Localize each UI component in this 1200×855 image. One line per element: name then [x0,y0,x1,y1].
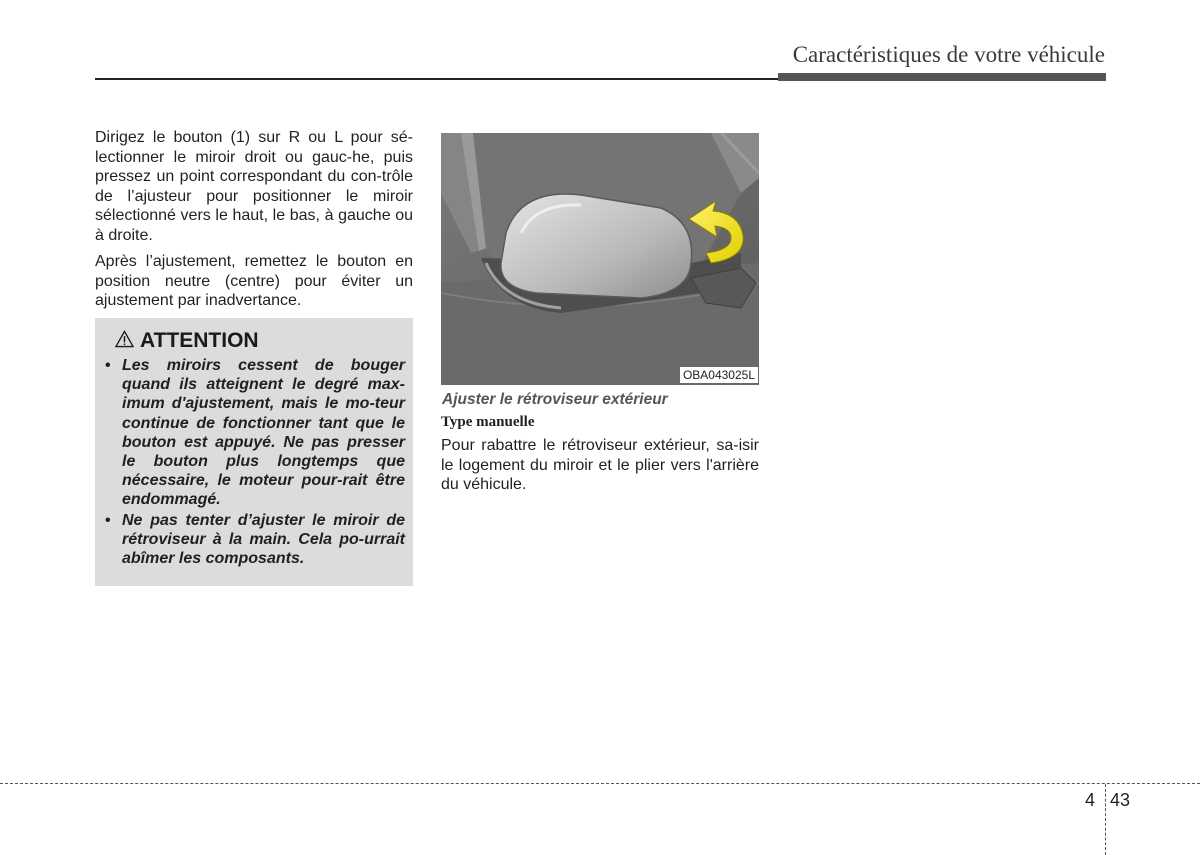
header-rule [95,78,785,80]
attention-item-text: Les miroirs cessent de bouger quand ils atteignent le degré max-imum d'ajustement, mais le mo-teur continue de fonctionner tant que le bouton est appuyé. Ne pas presser le bouton plus longtemps que nécessaire, le moteur pour-rait être endommagé. [122,357,405,509]
warning-triangle-icon [115,330,134,353]
footer-dashed-divider [1105,784,1106,855]
attention-title: ATTENTION [140,329,259,352]
chapter-number: 4 [1085,790,1096,810]
left-column [95,128,413,318]
page-header-title: Caractéristiques de votre véhicule [792,42,1105,67]
attention-list [105,356,405,569]
attention-item-text: Ne pas tenter d’ajuster le miroir de rétroviseur à la main. Cela po-urrait abîmer les composants. [122,511,405,568]
fold-mirror-paragraph: Pour rabattre le rétroviseur extérieur, sa-isir le logement du miroir et le plier vers l'arrière du véhicule. [441,437,759,493]
bullet-marker: • [105,511,111,529]
figure-caption: Ajuster le rétroviseur extérieur [442,391,668,408]
attention-box [95,318,413,586]
section-subheading: Type manuelle [441,414,535,430]
attention-header [115,329,259,353]
footer-dashed-rule [0,783,1200,784]
page-number: 43 [1110,790,1131,810]
figure-code-label: OBA043025L [680,367,758,383]
paragraph-adjust-instructions: Dirigez le bouton (1) sur R ou L pour sé-lectionner le miroir droit ou gauc-he, puis pressez un point correspondant du con-trôle de l’ajusteur pour positionner le miroir sélectionné vers le haut, le bas, à gauche ou à droite. [95,129,413,244]
attention-item [105,511,405,569]
mirror-figure [441,133,759,385]
bullet-marker: • [105,357,111,374]
mirror-illustration [441,133,759,385]
header-rule-accent [778,73,1106,81]
attention-item [105,356,405,510]
paragraph-neutral-position: Après l’ajustement, remettez le bouton en position neutre (centre) pour éviter un ajustement par inadvertance. [95,253,413,309]
